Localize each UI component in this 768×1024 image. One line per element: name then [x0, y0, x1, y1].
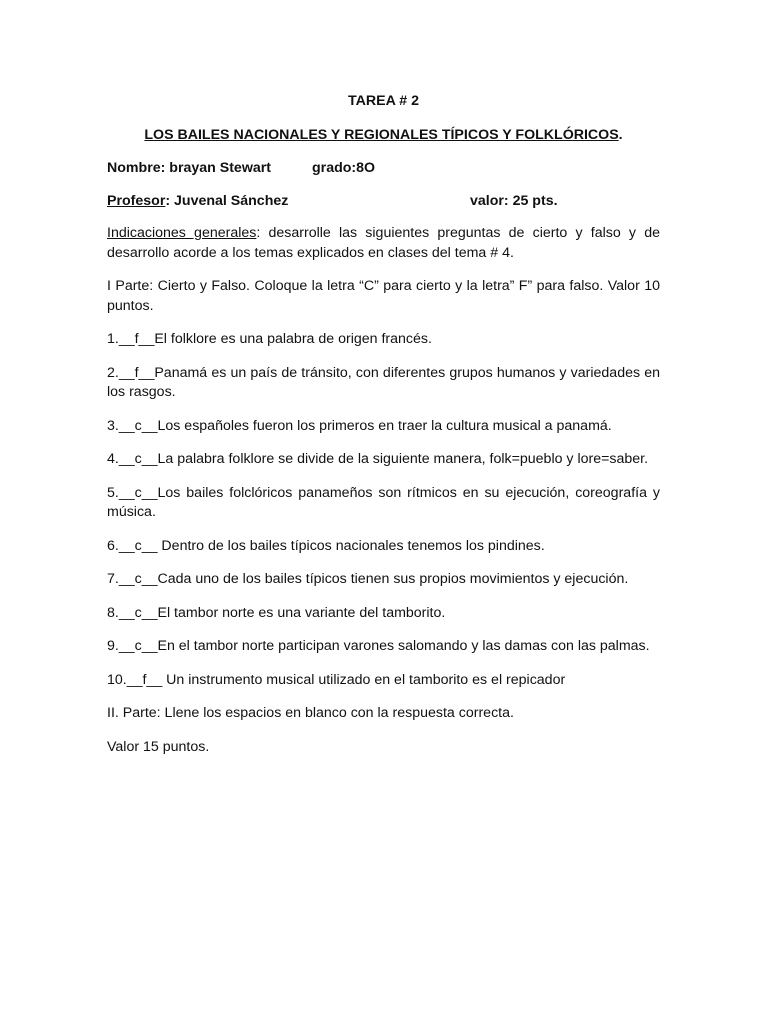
list-item: 9.__c__En el tambor norte participan varones salomando y las damas con las palmas. [107, 638, 650, 654]
list-item: 1.__f__El folklore es una palabra de origen francés. [107, 331, 432, 347]
instructions-label: Indicaciones generales [107, 225, 257, 241]
list-item: 2.__f__Panamá es un país de tránsito, con diferentes grupos humanos y variedades en los rasgos. [107, 364, 660, 400]
teacher-info-line [107, 192, 660, 212]
part2-heading: II. Parte: Llene los espacios en blanco con la respuesta correcta. [107, 705, 514, 721]
list-item: 5.__c__Los bailes folclóricos panameños son rítmicos en su ejecución, coreografía y música. [107, 484, 660, 520]
instructions-paragraph [107, 224, 660, 263]
list-item: 3.__c__Los españoles fueron los primeros en traer la cultura musical a panamá. [107, 417, 612, 434]
assignment-value: valor: 25 pts. [470, 192, 558, 209]
document-page [107, 92, 660, 757]
page-subtitle [107, 126, 660, 146]
subtitle-text: LOS BAILES NACIONALES Y REGIONALES TÍPICOS Y FOLKLÓRICOS [144, 126, 619, 143]
student-grade: grado:8O [312, 160, 376, 176]
part1-heading: I Parte: Cierto y Falso. Coloque la letra “C” para cierto y la letra” F” para falso. Valor 10 puntos. [107, 278, 660, 314]
teacher-label: Profesor [107, 192, 166, 209]
question-list [107, 330, 660, 690]
teacher-field [107, 192, 470, 212]
list-item: 10.__f__ Un instrumento musical utilizado en el tamborito es el repicador [107, 671, 566, 688]
instructions-text: : desarrolle las siguientes preguntas de cierto y falso y de desarrollo acorde a los temas explicados en clases del tema # 4. [107, 225, 660, 261]
student-info-line [107, 159, 660, 179]
subtitle-period: . [618, 126, 623, 143]
part2-value: Valor 15 puntos. [107, 738, 210, 755]
teacher-name: : Juvenal Sánchez [165, 192, 289, 209]
page-title: TAREA # 2 [348, 93, 419, 109]
list-item: 8.__c__El tambor norte es una variante del tamborito. [107, 604, 446, 621]
student-name: Nombre: brayan Stewart [107, 160, 271, 176]
list-item: 4.__c__La palabra folklore se divide de la siguiente manera, folk=pueblo y lore=saber. [107, 451, 649, 467]
list-item: 7.__c__Cada uno de los bailes típicos tienen sus propios movimientos y ejecución. [107, 571, 629, 587]
list-item: 6.__c__ Dentro de los bailes típicos nacionales tenemos los pindines. [107, 537, 545, 554]
